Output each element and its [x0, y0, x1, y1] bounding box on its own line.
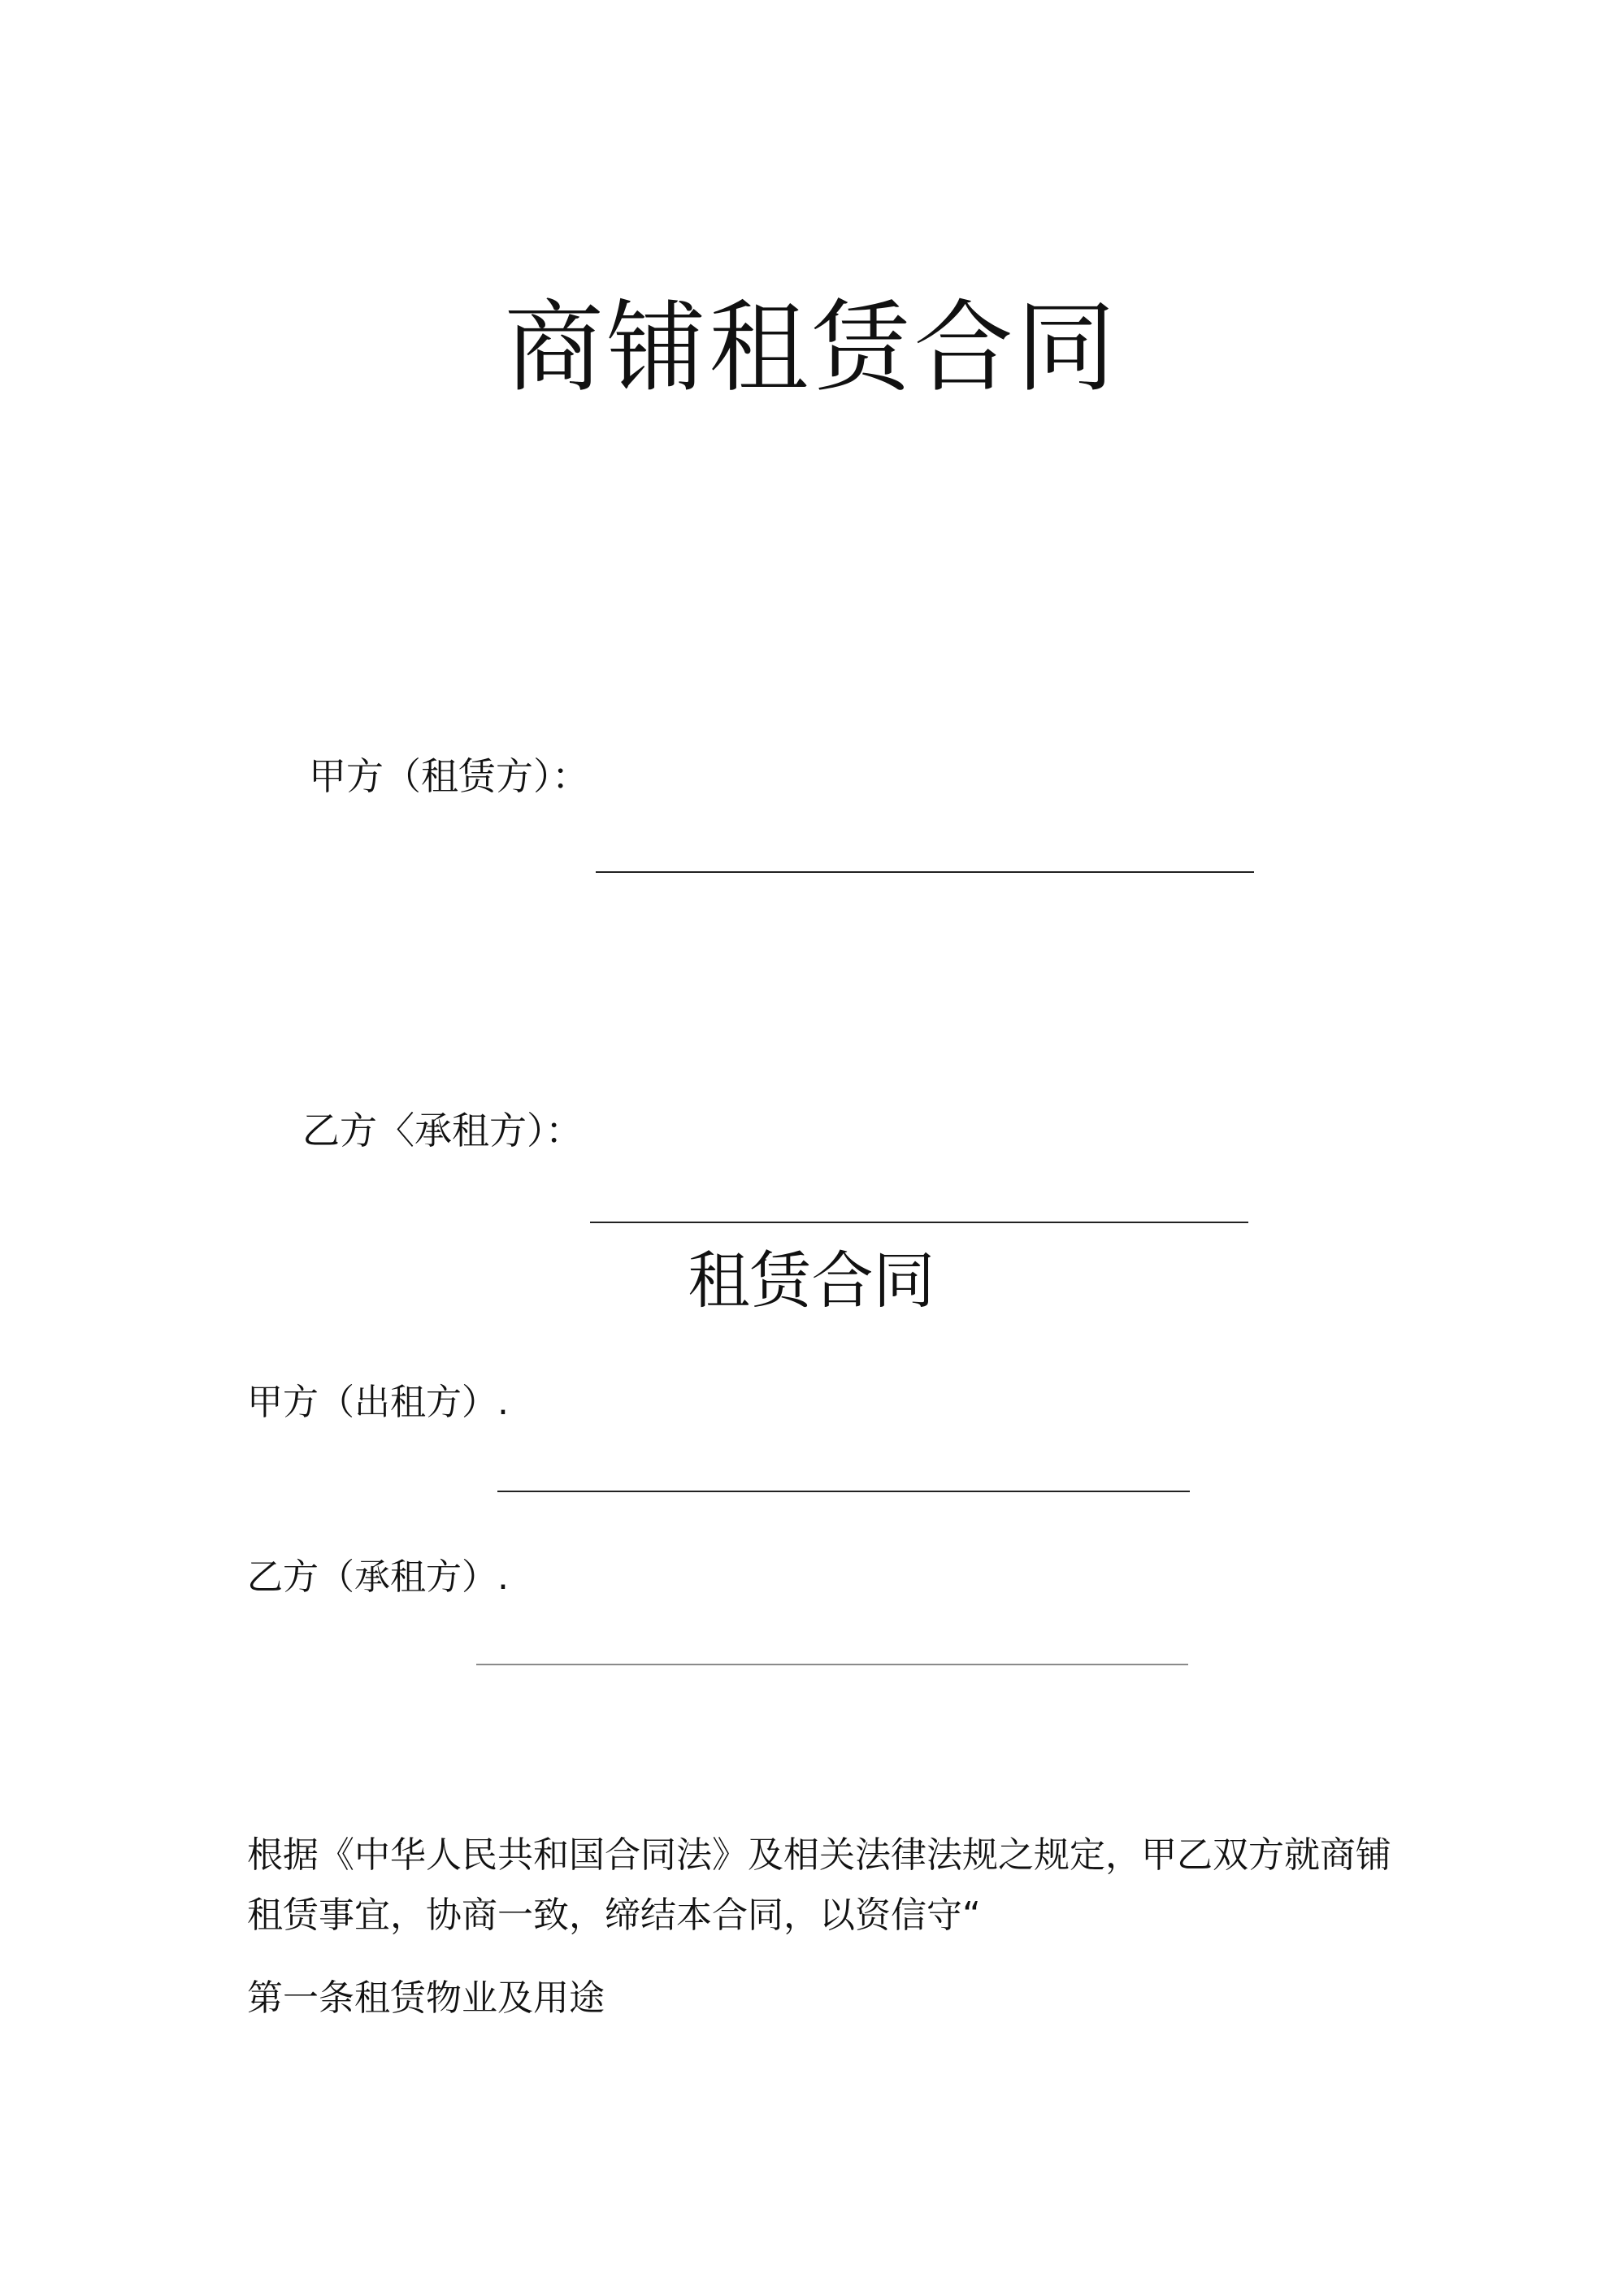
cover-party-b-label: 乙方〈承租方）： — [302, 1109, 583, 1152]
article-1-heading: 第一条租赁物业及用途 — [247, 1977, 605, 2019]
contract-party-b-signature-line — [476, 1664, 1188, 1665]
cover-party-a-label: 甲方（租赁方）： — [309, 754, 589, 798]
contract-party-b-label: 乙方（承租方）. — [247, 1556, 509, 1598]
cover-party-b-signature-line — [590, 1222, 1248, 1223]
contract-title: 租赁合同 — [688, 1244, 935, 1317]
cover-party-a-signature-line — [596, 871, 1254, 873]
cover-title: 商铺租赁合同 — [504, 290, 1119, 406]
contract-preamble: 根据《中华人民共和国合同法》及相关法律法规之规定，甲乙双方就商铺租赁事宜，协商一致，缔结本合同，以资信守“ — [247, 1834, 1391, 1936]
contract-party-a-signature-line — [497, 1491, 1190, 1492]
contract-party-a-label: 甲方（出租方）. — [247, 1382, 509, 1423]
